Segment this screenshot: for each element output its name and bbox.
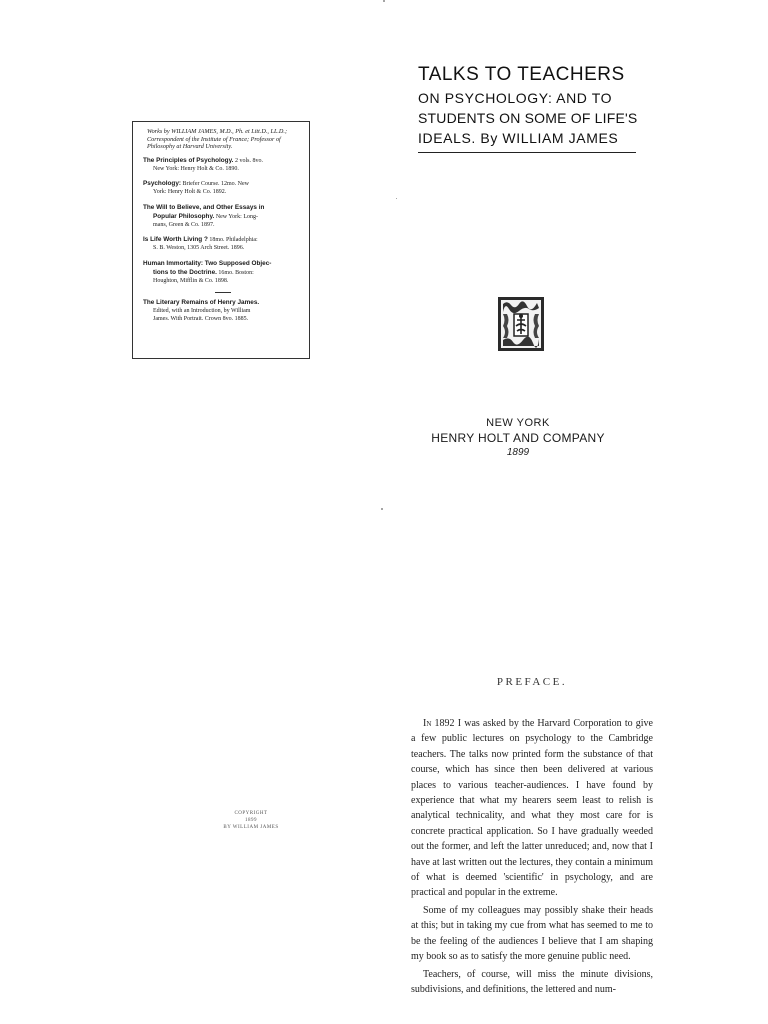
copyright-notice [196, 810, 306, 831]
works-item-title-cont: Popular Philosophy. [153, 212, 215, 220]
preface-body [411, 716, 653, 999]
scan-speck [383, 0, 385, 2]
works-item-detail: Edited, with an Introduction, by William [153, 308, 251, 315]
copyright-holder: BY WILLIAM JAMES [223, 825, 279, 830]
works-item-title-cont: tions to the Doctrine. [153, 268, 217, 276]
works-item [143, 260, 303, 285]
scan-speck [381, 508, 383, 510]
works-item [143, 204, 303, 229]
works-item-title: The Will to Believe, and Other Essays in [143, 203, 265, 211]
works-item [143, 157, 303, 174]
works-by-author-box [132, 121, 310, 359]
publisher-ornament-icon [497, 296, 545, 352]
works-item-title: Is Life Worth Living ? [143, 236, 208, 244]
publication-year: 1899 [506, 447, 530, 458]
works-divider [215, 292, 231, 293]
works-item-detail: 18mo. Philadelphia: [207, 237, 258, 244]
book-title-line-1: TALKS TO TEACHERS [418, 64, 625, 85]
book-title-line-3: STUDENTS ON SOME OF LIFE'S [418, 110, 638, 126]
works-item-detail: 16mo. Boston: [216, 269, 254, 276]
works-item-title: The Principles of Psychology. [143, 156, 234, 164]
works-item-title: Human Immortality: Two Supposed Objec- [143, 259, 272, 267]
works-item-publisher: S. B. Weston, 1305 Arch Street. 1896. [153, 245, 245, 252]
preface-paragraph: Teachers, of course, will miss the minute divisions, subdivisions, and definitions, the lettered and num- [411, 968, 653, 995]
publisher-name: HENRY HOLT AND COMPANY [431, 431, 605, 445]
copyright-year: 1899 [245, 818, 257, 823]
works-item-detail: New York: Long- [214, 213, 258, 220]
preface-drop-word: In [423, 718, 432, 729]
scan-speck [396, 198, 397, 199]
preface-paragraph [411, 716, 653, 901]
preface-paragraph-text: 1892 I was asked by the Harvard Corporation to give a few public lectures on psychology to the Cambridge teachers. The talks now printed form the substance of that course, which has since then been delivered at various places to various teacher-audiences. I have found by experience that what my hearers seem least to relish is analytical technicality, and what they most care for is concrete practical application. So I have gradually weeded out the former, and left the latter unreduced; and, now that I have at last written out the lectures, they contain a minimum of what is deemed 'scientific' in psychology, and are practical and popular in the extreme. [411, 718, 653, 899]
works-item [143, 180, 303, 197]
works-item [143, 299, 303, 323]
works-intro: Works by WILLIAM JAMES, M.D., Ph. et Litt.D., LL.D.; Correspondent of the Institute of France; Professor of Philosophy at Harvard University. [147, 128, 288, 151]
copyright-label: COPYRIGHT [234, 811, 268, 816]
title-divider [418, 152, 636, 153]
works-item-publisher: James. With Portrait. Crown 8vo. 1885. [153, 315, 249, 322]
works-item-publisher: mans, Green & Co. 1897. [153, 221, 215, 228]
works-item-publisher: Houghton, Mifflin & Co. 1898. [153, 277, 229, 284]
works-item-publisher: York: Henry Holt & Co. 1892. [153, 189, 227, 196]
works-item-detail: Briefer Course. 12mo. New [181, 181, 249, 188]
works-item-title: The Literary Remains of Henry James. [143, 299, 260, 307]
works-item-detail: 2 vols. 8vo. [233, 157, 263, 164]
book-title-line-4: IDEALS. By WILLIAM JAMES [418, 130, 619, 146]
preface-paragraph: Some of my colleagues may possibly shake their heads at this; but in taking my cue from what has seemed to me to be the feeling of the audiences I believe that I am shaping my book so as to satisfy the more genuine public need. [411, 904, 653, 963]
publisher-city: NEW YORK [486, 417, 550, 429]
works-item [143, 236, 303, 253]
works-item-title: Psychology: [143, 180, 181, 188]
book-title-line-2: ON PSYCHOLOGY: AND TO [418, 90, 613, 106]
preface-heading: PREFACE. [496, 676, 568, 688]
works-item-publisher: New York: Henry Holt & Co. 1890. [153, 165, 239, 172]
